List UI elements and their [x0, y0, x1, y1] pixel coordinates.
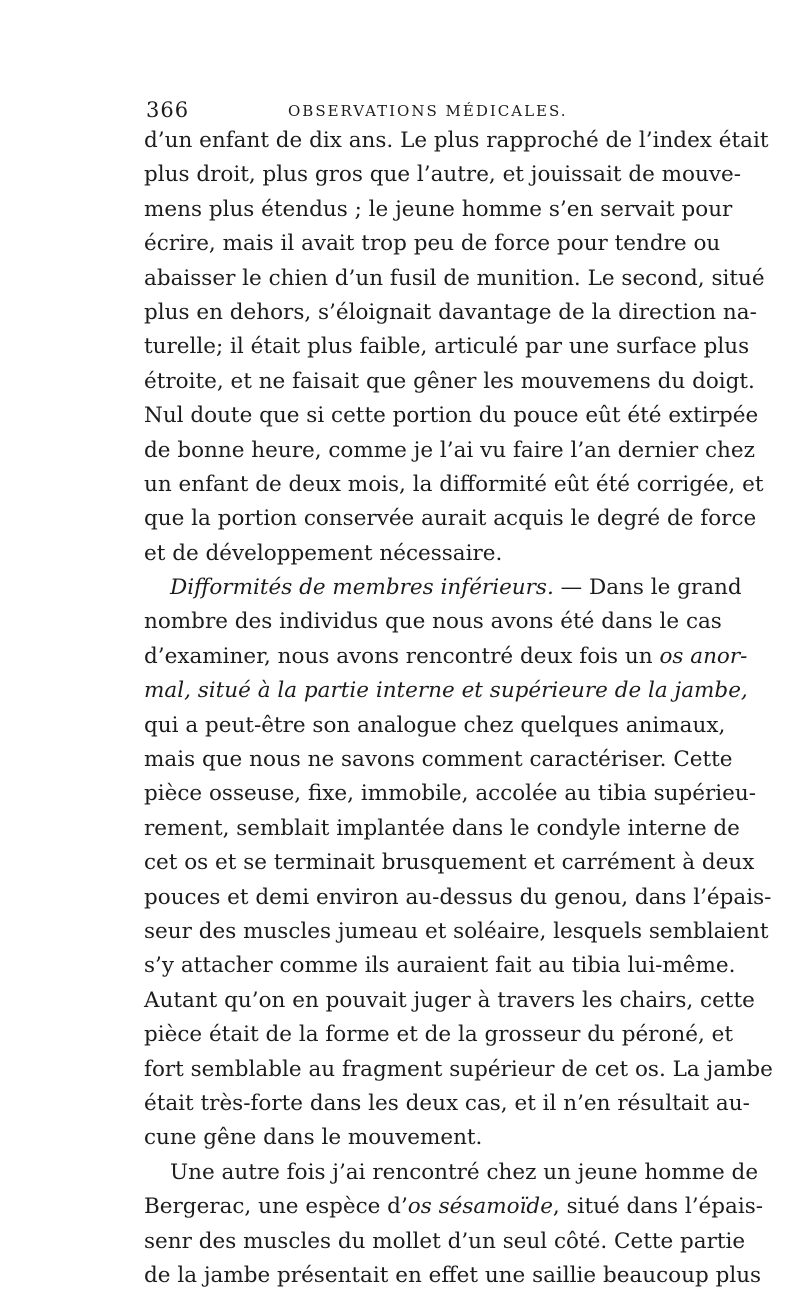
text-line: [144, 1121, 656, 1155]
text-segment: d’examiner, nous avons rencontré deux fois un: [144, 643, 660, 669]
text-line: [144, 399, 759, 433]
text-line: [144, 468, 764, 502]
body-text: [144, 124, 773, 1293]
text-segment: abaisser le chien d’un fusil de munition. Le second, situé: [144, 265, 765, 291]
text-line: [144, 1225, 746, 1259]
text-line: [144, 812, 740, 846]
text-segment: nombre des individus que nous avons été dans le cas: [144, 609, 722, 635]
text-line: [144, 743, 733, 777]
text-line: [144, 537, 656, 571]
text-segment: fort semblable au fragment supérieur de cet os. La jambe: [144, 1056, 773, 1082]
text-segment: seur des muscles jumeau et soléaire, lesquels semblaient: [144, 918, 769, 944]
text-segment: pouces et demi environ au-dessus du genou, dans l’épais-: [144, 884, 772, 910]
text-segment: Nul doute que si cette portion du pouce eût été extirpée: [144, 403, 759, 429]
italic-segment: mal, situé à la partie interne et supérieure de la jambe,: [144, 678, 748, 704]
text-segment: cune gêne dans le mouvement.: [144, 1125, 483, 1151]
text-line: [144, 881, 772, 915]
text-line: [144, 674, 748, 708]
text-segment: turelle; il était plus faible, articulé par une surface plus: [144, 334, 750, 360]
text-segment: étroite, et ne faisait que gêner les mouvemens du doigt.: [144, 368, 755, 394]
text-segment: de bonne heure, comme je l’ai vu faire l’an dernier chez: [144, 437, 755, 463]
text-segment: plus en dehors, s’éloignait davantage de la direction na-: [144, 299, 757, 325]
page-number: 366: [146, 98, 190, 122]
text-line: [144, 158, 741, 192]
text-segment: pièce osseuse, fixe, immobile, accolée au tibia supérieu-: [144, 781, 756, 807]
text-line: [144, 949, 736, 983]
text-segment: était très-forte dans les deux cas, et il n’en résultait au-: [144, 1090, 750, 1116]
text-segment: pièce était de la forme et de la grosseur du péroné, et: [144, 1022, 734, 1048]
running-head: OBSERVATIONS MÉDICALES.: [288, 102, 568, 120]
text-line: [144, 605, 722, 639]
text-segment: rement, semblait implantée dans le condyle interne de: [144, 815, 740, 841]
text-line: [144, 571, 742, 605]
text-segment: que la portion conservée aurait acquis le degré de force: [144, 506, 757, 532]
text-line: [144, 1156, 759, 1190]
text-line: [144, 915, 769, 949]
text-segment: cet os et se terminait brusquement et carrément à deux: [144, 850, 755, 876]
page-header: [146, 98, 656, 122]
text-segment: — Dans le grand: [553, 575, 742, 601]
italic-segment: os sésamoïde: [407, 1194, 553, 1220]
text-segment: un enfant de deux mois, la difformité eût été corrigée, et: [144, 471, 764, 497]
text-segment: Une autre fois j’ai rencontré chez un jeune homme de: [170, 1159, 759, 1185]
text-line: [144, 296, 757, 330]
text-segment: écrire, mais il avait trop peu de force pour tendre ou: [144, 231, 721, 257]
text-segment: de la jambe présentait en effet une saillie beaucoup plus: [144, 1262, 762, 1288]
text-line: [144, 1053, 773, 1087]
text-line: [144, 227, 721, 261]
italic-segment: Difformités de membres inférieurs.: [170, 575, 554, 601]
text-segment: Bergerac, une espèce d’: [144, 1194, 408, 1220]
text-line: [144, 1018, 734, 1052]
text-line: [144, 365, 755, 399]
text-line: [144, 777, 756, 811]
text-line: [144, 640, 748, 674]
text-line: [144, 124, 769, 158]
text-line: [144, 846, 755, 880]
text-line: [144, 502, 757, 536]
text-segment: et de développement nécessaire.: [144, 540, 503, 566]
text-line: [144, 1190, 764, 1224]
text-line: [144, 262, 765, 296]
italic-segment: os anor-: [659, 643, 748, 669]
text-line: [144, 434, 755, 468]
text-line: [144, 1259, 762, 1293]
text-segment: Autant qu’on en pouvait juger à travers les chairs, cette: [144, 987, 755, 1013]
text-line: [144, 984, 755, 1018]
text-segment: d’un enfant de dix ans. Le plus rapproché de l’index était: [144, 128, 769, 153]
text-segment: mens plus étendus ; le jeune homme s’en servait pour: [144, 196, 733, 222]
text-line: [144, 1087, 750, 1121]
text-segment: s’y attacher comme ils auraient fait au tibia lui-même.: [144, 953, 736, 979]
text-segment: plus droit, plus gros que l’autre, et jouissait de mouve-: [144, 162, 741, 188]
text-line: [144, 330, 750, 364]
text-segment: mais que nous ne savons comment caractériser. Cette: [144, 747, 733, 773]
text-line: [144, 193, 733, 227]
text-segment: senr des muscles du mollet d’un seul côté. Cette partie: [144, 1228, 746, 1254]
text-segment: qui a peut-être son analogue chez quelques animaux,: [144, 712, 726, 738]
text-line: [144, 709, 726, 743]
text-segment: , situé dans l’épais-: [552, 1194, 764, 1220]
